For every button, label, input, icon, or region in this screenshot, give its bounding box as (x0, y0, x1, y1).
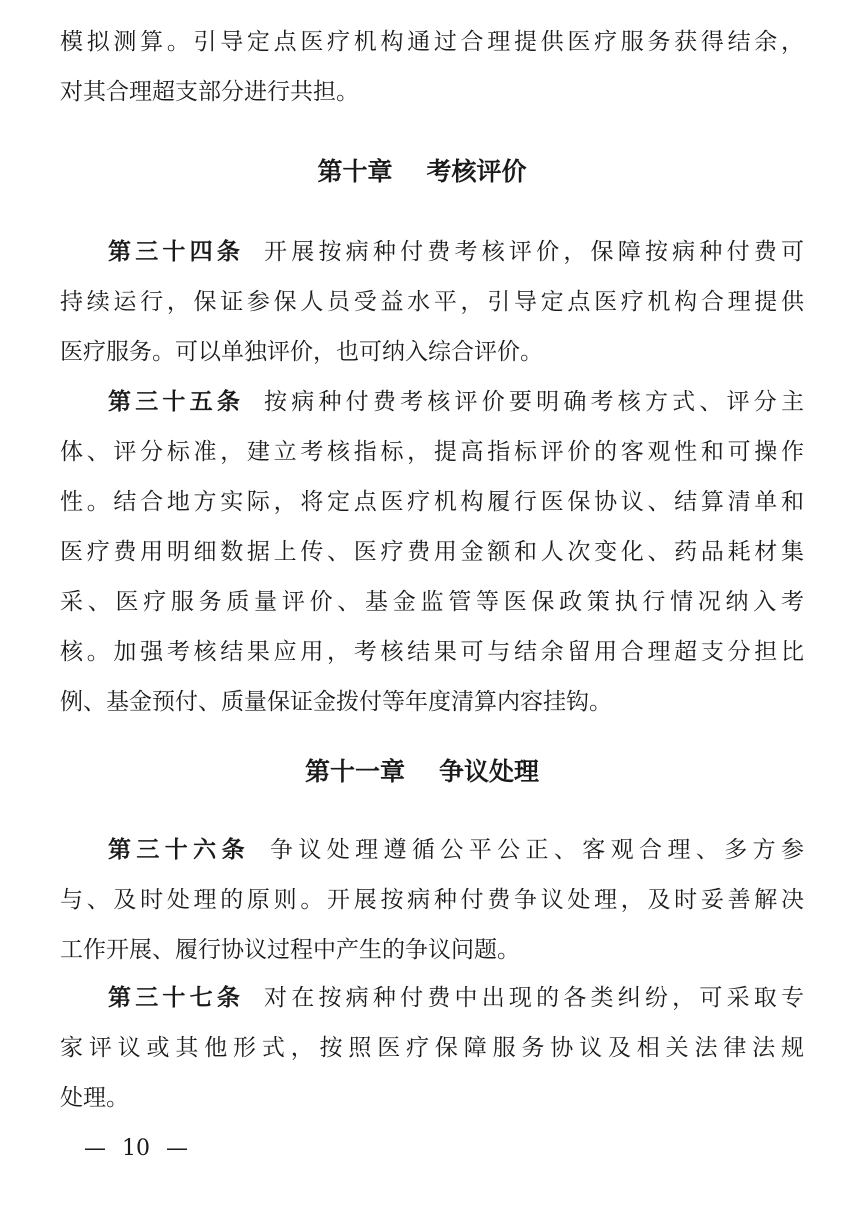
body-line: 模拟测算。引导定点医疗机构通过合理提供医疗服务获得结余， (60, 29, 804, 55)
article-36-first-line (108, 830, 804, 870)
article-35-first-line (108, 382, 804, 422)
body-line: 核。加强考核结果应用，考核结果可与结余留用合理超支分担比 (60, 639, 804, 665)
body-line: 性。结合地方实际，将定点医疗机构履行医保协议、结算清单和 (60, 489, 804, 515)
page-number: 10 (122, 1136, 150, 1161)
body-line: 持续运行，保证参保人员受益水平，引导定点医疗机构合理提供 (60, 289, 804, 315)
chapter-title: 考核评价 (426, 157, 527, 186)
article-label: 第三十五条 (108, 389, 245, 415)
chapter-title: 争议处理 (439, 757, 540, 786)
body-line: 处理。 (60, 1085, 129, 1111)
body-line: 医疗费用明细数据上传、医疗费用金额和人次变化、药品耗材集 (60, 539, 804, 565)
chapter-heading-10 (0, 152, 844, 192)
body-line: 采、医疗服务质量评价、基金监管等医保政策执行情况纳入考 (60, 589, 804, 615)
article-text: 对在按病种付费中出现的各类纠纷，可采取专 (264, 985, 805, 1011)
article-text: 开展按病种付费考核评价，保障按病种付费可 (264, 239, 805, 265)
body-line: 医疗服务。可以单独评价，也可纳入综合评价。 (60, 339, 543, 365)
article-label: 第三十七条 (108, 985, 245, 1011)
body-line: 工作开展、履行协议过程中产生的争议问题。 (60, 937, 520, 963)
chapter-number: 第十一章 (304, 757, 405, 786)
chapter-heading-11 (0, 752, 844, 792)
footer-dash-right: — (166, 1136, 188, 1161)
body-line: 家评议或其他形式，按照医疗保障服务协议及相关法律法规 (60, 1035, 804, 1061)
body-line: 对其合理超支部分进行共担。 (60, 79, 359, 105)
body-line: 体、评分标准，建立考核指标，提高指标评价的客观性和可操作 (60, 439, 804, 465)
article-text: 争议处理遵循公平公正、客观合理、多方参 (269, 837, 805, 863)
article-37-first-line (108, 978, 804, 1018)
article-label: 第三十六条 (108, 837, 250, 863)
body-line: 例、基金预付、质量保证金拨付等年度清算内容挂钩。 (60, 689, 612, 715)
chapter-number: 第十章 (317, 157, 393, 186)
article-text: 按病种付费考核评价要明确考核方式、评分主 (264, 389, 805, 415)
body-line: 与、及时处理的原则。开展按病种付费争议处理，及时妥善解决 (60, 887, 804, 913)
article-label: 第三十四条 (108, 239, 245, 265)
footer-dash-left: — (84, 1136, 106, 1161)
page-footer (84, 1132, 188, 1166)
article-34-first-line (108, 232, 804, 272)
